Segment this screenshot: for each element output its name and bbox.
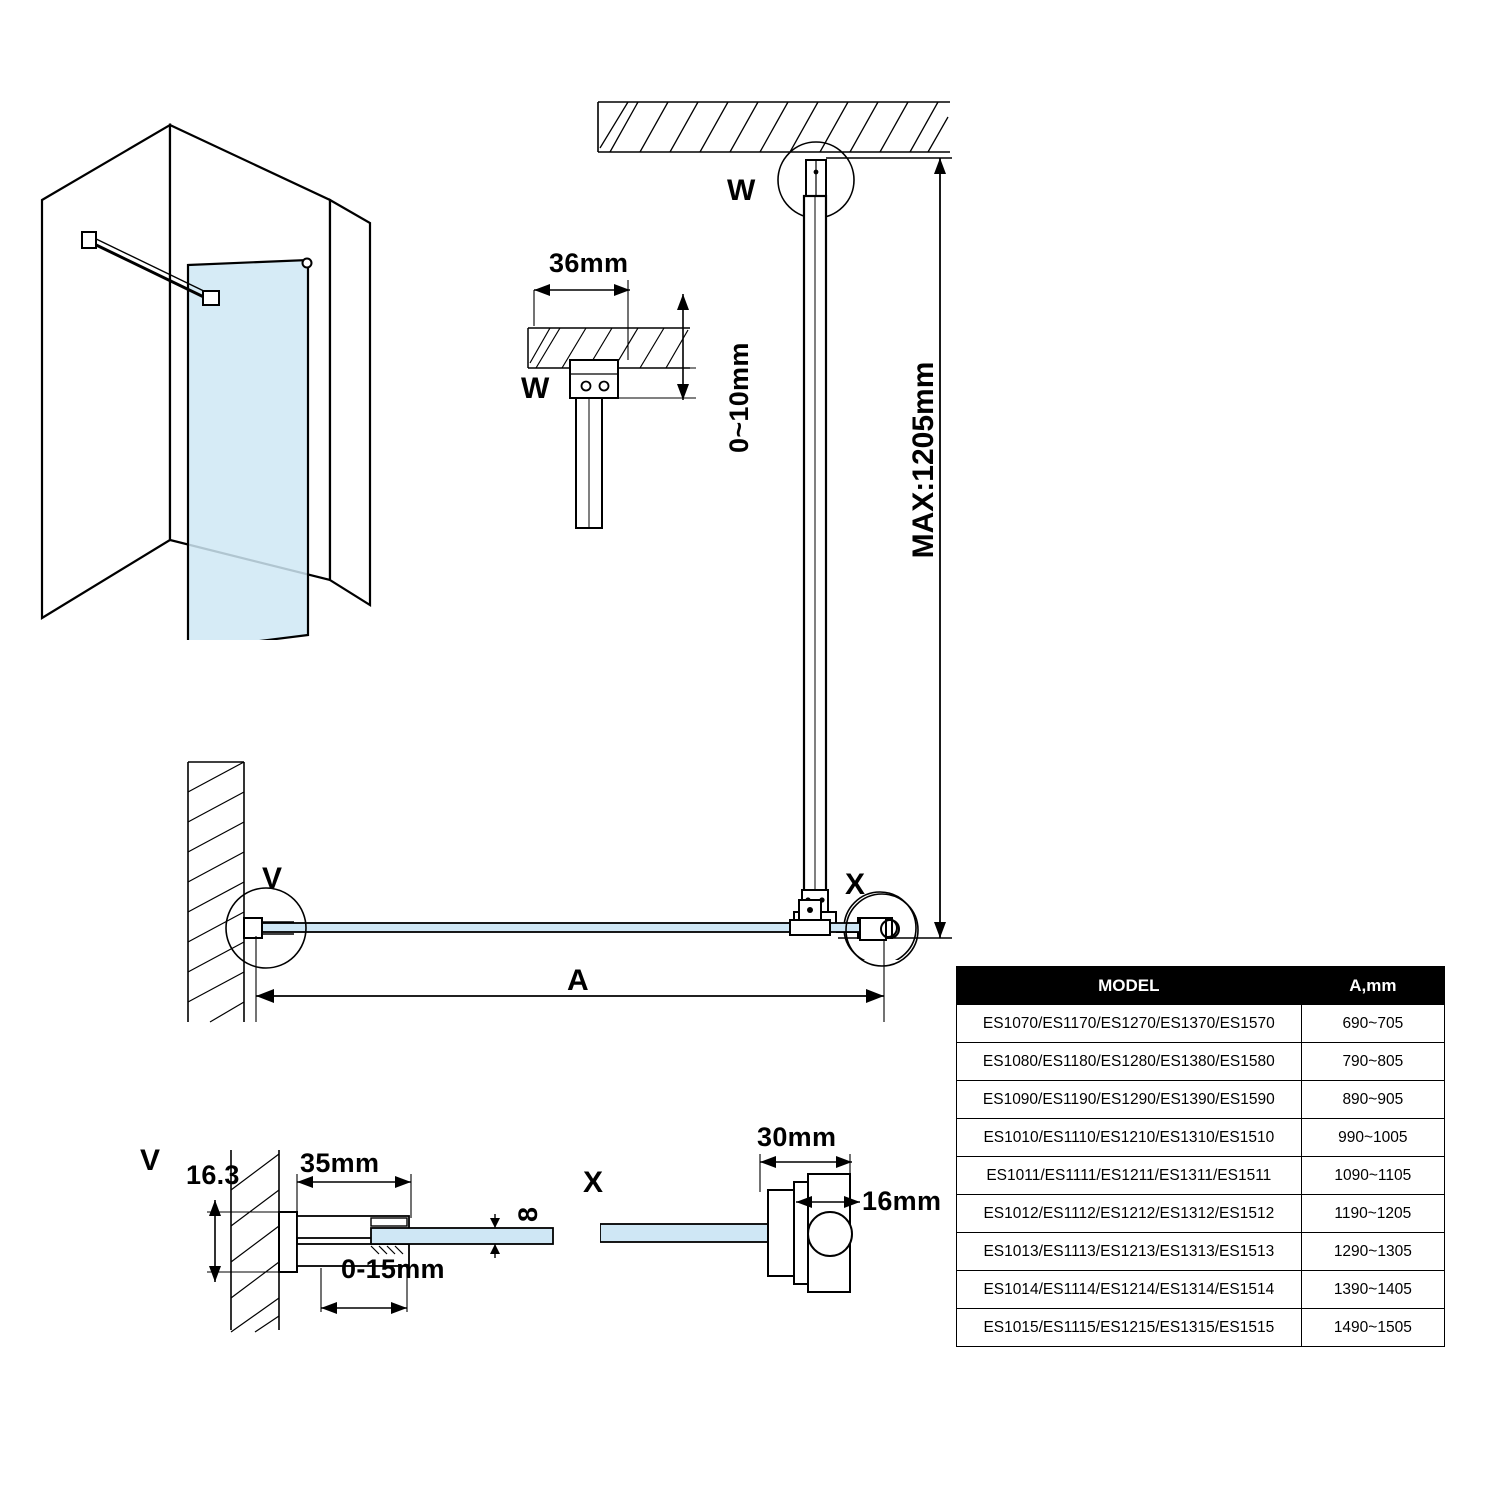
label-16-3: 16.3 [186, 1160, 240, 1190]
cell-a-mm: 1390~1405 [1301, 1271, 1444, 1309]
cell-model: ES1013/ES1113/ES1213/ES1313/ES1513 [957, 1233, 1302, 1271]
cell-a-mm: 790~805 [1301, 1043, 1444, 1081]
label-x-detail: X [583, 1166, 604, 1199]
cell-model: ES1012/ES1112/ES1212/ES1312/ES1512 [957, 1195, 1302, 1233]
label-w-top: W [727, 174, 756, 207]
cell-a-mm: 1190~1205 [1301, 1195, 1444, 1233]
table-row [957, 1043, 1445, 1081]
cell-model: ES1080/ES1180/ES1280/ES1380/ES1580 [957, 1043, 1302, 1081]
table-row [957, 1157, 1445, 1195]
perspective-view [20, 60, 400, 640]
label-x-top: X [845, 868, 866, 901]
model-dimension-table [956, 966, 1445, 1347]
table-row [957, 1005, 1445, 1043]
label-30mm: 30mm [757, 1122, 837, 1152]
cell-model: ES1014/ES1114/ES1214/ES1314/ES1514 [957, 1271, 1302, 1309]
label-0-15mm: 0-15mm [341, 1254, 445, 1284]
cell-model: ES1090/ES1190/ES1290/ES1390/ES1590 [957, 1081, 1302, 1119]
table-row [957, 1271, 1445, 1309]
table-header-row [957, 967, 1445, 1005]
table-row [957, 1195, 1445, 1233]
table-row [957, 1309, 1445, 1347]
cell-a-mm: 990~1005 [1301, 1119, 1444, 1157]
table-row [957, 1081, 1445, 1119]
label-16mm: 16mm [862, 1186, 942, 1216]
cell-a-mm: 890~905 [1301, 1081, 1444, 1119]
cell-a-mm: 1490~1505 [1301, 1309, 1444, 1347]
cell-model: ES1010/ES1110/ES1210/ES1310/ES1510 [957, 1119, 1302, 1157]
cell-a-mm: 1090~1105 [1301, 1157, 1444, 1195]
table-row [957, 1233, 1445, 1271]
cell-a-mm: 1290~1305 [1301, 1233, 1444, 1271]
cell-model: ES1011/ES1111/ES1211/ES1311/ES1511 [957, 1157, 1302, 1195]
cell-model: ES1015/ES1115/ES1215/ES1315/ES1515 [957, 1309, 1302, 1347]
header-model: MODEL [957, 967, 1302, 1005]
header-a-mm: A,mm [1301, 967, 1444, 1005]
table-row [957, 1119, 1445, 1157]
label-v-detail: V [140, 1144, 161, 1177]
label-35mm: 35mm [300, 1148, 380, 1178]
label-w-detail: W [521, 372, 550, 405]
label-a-dim: A [567, 964, 589, 997]
cell-a-mm: 690~705 [1301, 1005, 1444, 1043]
label-v-top: V [262, 862, 283, 895]
detail-x [600, 1140, 950, 1320]
plan-view [170, 740, 950, 1030]
label-36mm: 36mm [549, 248, 629, 278]
cell-model: ES1070/ES1170/ES1270/ES1370/ES1570 [957, 1005, 1302, 1043]
